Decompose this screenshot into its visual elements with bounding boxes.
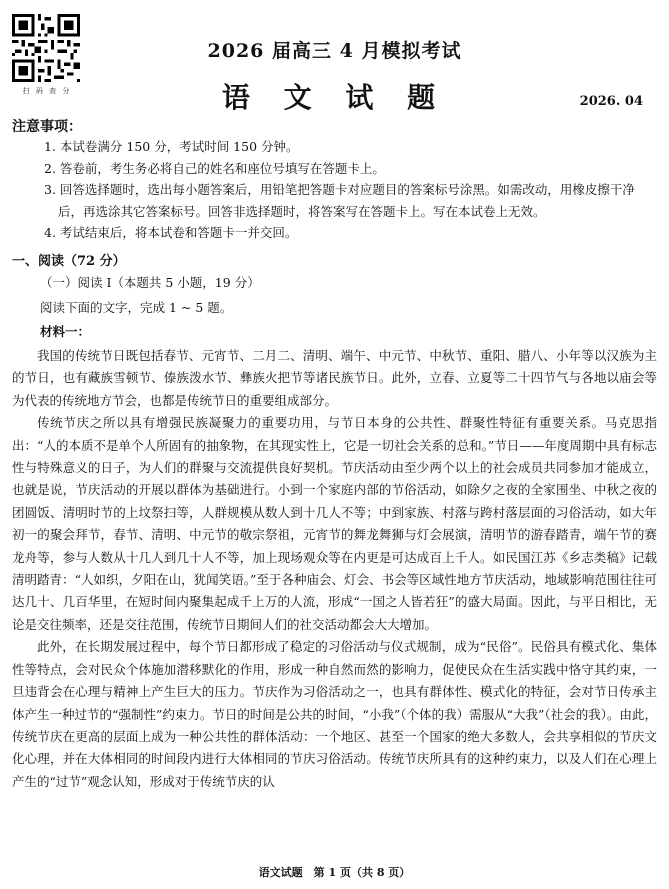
section-title: 一、阅读（72 分） bbox=[12, 254, 126, 269]
exam-title: 2026 届高三 4 月模拟考试 bbox=[207, 40, 462, 62]
qr-caption: 扫 码 查 分 bbox=[22, 87, 72, 95]
paragraph: 传统节庆之所以具有增强民族凝聚力的重要功用，与节日本身的公共性、群聚性特征有重要关系。马克思指出：“人的本质不是单个人所固有的抽象物，在其现实性上，它是一切社会关系的总和。”节日——年度周期中具有标志性与特殊意义的日子，为人们的群聚与交流提供良好契机。节庆活动由至少两个以上的社会成员共同参加才能成立，也就是说，节庆活动的开展以群体为基础进行。小到一个家庭内部的节俗活动，如除夕之夜的全家围坐、中秋之夜的团圆饭、清明时节的上坟祭扫等，人群规模从数人到十几人不等；中到家族、村落与跨村落层面的习俗活动，如大年初一的聚会拜节，春节、清明、中元节的敬宗祭祖，元宵节的舞龙舞狮与灯会展演，清明节的游春踏青，端午节的赛龙舟等，参与人数从十几人到几十人不等，加上现场观众等在内更是可达成百上千人。如民国江苏《乡志类稿》记载清明踏青：“人如织，夕阳在山，犹闻笑语。”至于各种庙会、灯会、书会等区域性地方节庆活动，地域影响范围往往可达几十、几百华里，在短时间内聚集起成千上万的人流，形成“一国之人皆若狂”的盛大局面。因此，与平日相比，无论是交往频率，还是交往范围，传统节日期间人们的社交活动都会大大增加。 bbox=[12, 415, 657, 632]
instruction: 阅读下面的文字，完成 1 ~ 5 题。 bbox=[40, 300, 233, 315]
subject-title: 语 文 试 题 bbox=[221, 81, 448, 114]
paragraph: 我国的传统节日既包括春节、元宵节、二月二、清明、端午、中元节、中秋节、重阳、腊八、小年等以汉族为主的节日，也有藏族雪顿节、傣族泼水节、彝族火把节等诸民族节日。此外，立春、立夏等二十四节气与各地以庙会等为代表的传统地方节会，也都是传统节日的重要组成部分。 bbox=[12, 348, 657, 408]
note-item: 2. 答卷前，考生务必将自己的姓名和座位号填写在答题卡上。 bbox=[44, 160, 385, 176]
paragraph: 此外，在长期发展过程中，每个节日都形成了稳定的习俗活动与仪式规制，成为“民俗”。民俗具有模式化、集体性等特点，会对民众个体施加潜移默化的作用，形成一种自然而然的影响力，促使民众在生活实践中恪守其约束，一旦违背会在心理与精神上产生巨大的压力。节庆作为习俗活动之一，也具有群体性、模式化的特征，会对节日传承主体产生一种过节的“强制性”约束力。节日的时间是公共的时间，“小我”（个体的我）需服从“大我”（社会的我）。由此，传统节庆在更高的层面上成为一种公共性的群体活动：一个地区、甚至一个国家的绝大多数人，会共享相似的节庆文化心理，并在大体相同的时间段内进行大体相同的节庆习俗活动。传统节庆所具有的这种约束力，以及人们在心理上产生的“过节”观念认知，形成对于传统节庆的认 bbox=[12, 639, 657, 789]
material-label: 材料一： bbox=[40, 324, 91, 339]
note-item: 4. 考试结束后，将本试卷和答题卡一并交回。 bbox=[44, 225, 298, 240]
part-title: （一）阅读 Ⅰ（本题共 5 小题，19 分） bbox=[40, 275, 260, 290]
reading-passage bbox=[12, 345, 657, 793]
notes-heading: 注意事项： bbox=[12, 119, 82, 135]
page-footer: 语文试题 第 1 页（共 8 页） bbox=[258, 866, 411, 879]
notes-list bbox=[44, 136, 654, 244]
note-item: 1. 本试卷满分 150 分，考试时间 150 分钟。 bbox=[44, 139, 299, 154]
note-item: 3. 回答选择题时，选出每小题答案后，用铅笔把答题卡对应题目的答案标号涂黑。如需改动，用橡皮擦干净后，再选涂其它答案标号。回答非选择题时，将答案写在答题卡上。写在本试卷上无效。 bbox=[44, 182, 635, 219]
exam-date: 2026. 04 bbox=[579, 94, 643, 109]
